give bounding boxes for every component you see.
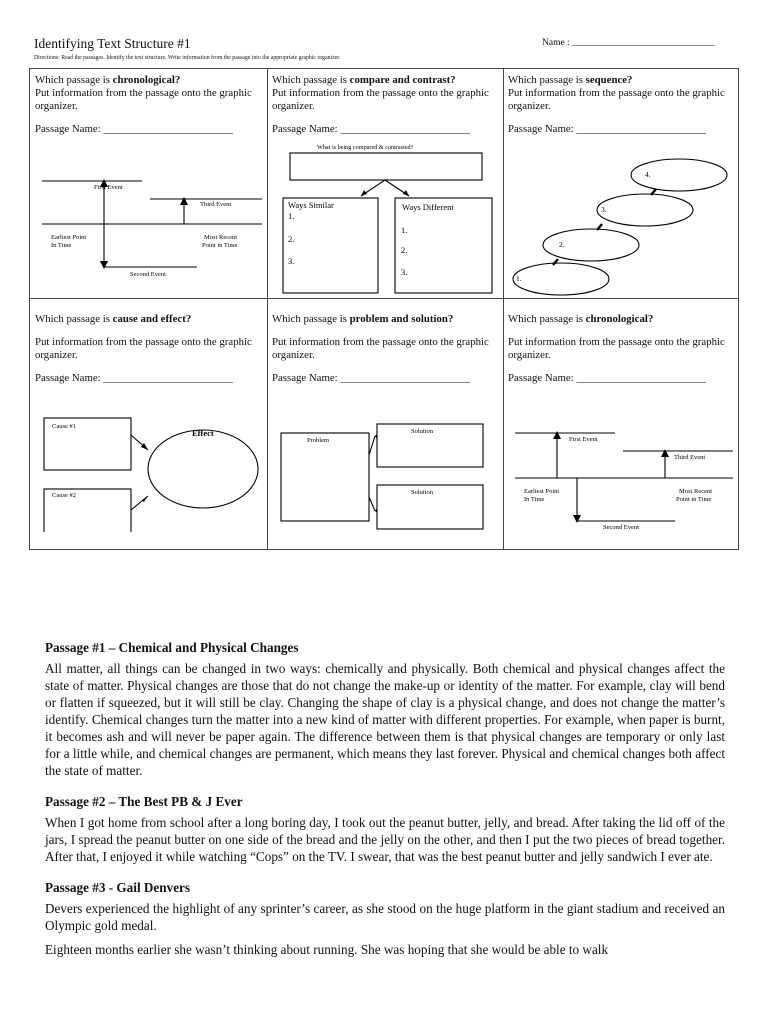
- cause-effect-organizer: [40, 414, 265, 532]
- svg-text:In Time: In Time: [51, 242, 72, 249]
- worksheet-title: Identifying Text Structure #1: [34, 36, 191, 51]
- svg-text:In Time: In Time: [524, 496, 545, 503]
- sequence-step-1: 1.: [516, 274, 522, 283]
- svg-text:Point in Time: Point in Time: [202, 242, 238, 249]
- svg-text:2.: 2.: [288, 234, 295, 244]
- earliest-label: Earliest Point: [51, 234, 87, 241]
- timeline-organizer-1: [42, 169, 267, 279]
- svg-text:Third Event: Third Event: [674, 454, 706, 461]
- cell-cause-effect: Which passage is cause and effect? Put information from the passage onto the graphic organizer. Passage Name: ________________________: [35, 313, 263, 385]
- svg-text:Second Event: Second Event: [603, 524, 639, 531]
- directions-text: Directions: Read the passages. Identify the text structure. Write information from the passage into the appropriate graphic organizer.: [34, 55, 341, 61]
- recent-label: Most Recent: [204, 234, 238, 241]
- sequence-organizer: [506, 155, 738, 300]
- cause-1-label: Cause #1: [52, 423, 77, 430]
- passage-2-text: When I got home from school after a long boring day, I took out the peanut butter, jelly, and bread. After taking the lid off of the jars, I spread the peanut butter on one side of the bread and the jelly on the other, and then I put the two pieces of bread together. After that, I enjoyed it while watching “Cops” on the TV. I swear, that was the best peanut butter and jelly sandwich I ever ate.: [45, 815, 725, 864]
- cause-2-label: Cause #2: [52, 492, 77, 499]
- cell-instruction: Put information from the passage onto the graphic organizer.: [35, 87, 252, 112]
- passage-1-text: All matter, all things can be changed in two ways: chemically and physically. Both chemical and physical changes affect the state of matter. Physical changes are those that do not change the make-up or identity of the matter. For example, clay will bend or flatten if squeezed, but it will still be clay. Changing the shape of clay is a physical change, and does not change the matter’s identify. Chemical changes turn the matter into a new kind of matter with different properties. For example, when paper is burnt, it becomes ash and will never be paper again. The difference between them is that physical changes are temporary or only last for a little while, and chemical changes are permanent, which means they last forever. Physical and chemical changes both affect the state of matter.: [45, 661, 725, 778]
- first-event-label: First Event: [94, 184, 123, 191]
- third-event-label: Third Event: [200, 201, 232, 208]
- passages-section: [45, 639, 725, 972]
- svg-text:3.: 3.: [288, 256, 295, 266]
- svg-text:1.: 1.: [401, 225, 408, 235]
- passage-3-text-2: Eighteen months earlier she wasn’t thinking about running. She was hoping that she would be able to walk: [45, 942, 609, 957]
- cell-problem-solution: Which passage is problem and solution? Put information from the passage onto the graphic organizer. Passage Name: ________________________: [272, 313, 500, 385]
- passage-2-heading: Passage #2 – The Best PB & J Ever: [45, 794, 243, 809]
- svg-text:First Event: First Event: [569, 436, 598, 443]
- cell-sequence: Which passage is sequence? Put information from the passage onto the graphic organizer. Passage Name: ________________________: [508, 74, 736, 136]
- cell-chronological-1: [35, 74, 263, 136]
- solution-label-2: Solution: [411, 489, 434, 496]
- passage-3-text-1: Devers experienced the highlight of any sprinter’s career, as she stood on the huge platform in the giant stadium and received an Olympic gold medal.: [45, 901, 725, 933]
- ways-different-label: Ways Different: [402, 202, 454, 212]
- problem-solution-organizer: [277, 419, 487, 534]
- sequence-step-2: 2.: [559, 240, 565, 249]
- solution-label-1: Solution: [411, 428, 434, 435]
- name-field[interactable]: Name : ______________________________: [542, 38, 715, 48]
- problem-label: Problem: [307, 437, 330, 444]
- compare-organizer: [275, 141, 500, 296]
- passage-name-field[interactable]: Passage Name: ________________________: [508, 372, 706, 384]
- compare-header-label: What is being compared & contrasted?: [317, 144, 414, 151]
- cell-compare-contrast: Which passage is compare and contrast? Put information from the passage onto the graphic organizer. Passage Name: ________________________: [272, 74, 500, 136]
- timeline-organizer-2: [515, 425, 740, 537]
- svg-text:Earliest Point: Earliest Point: [524, 488, 560, 495]
- svg-text:1.: 1.: [288, 211, 295, 221]
- second-event-label: Second Event: [130, 271, 166, 278]
- passage-1-heading: Passage #1 – Chemical and Physical Changes: [45, 640, 299, 655]
- cell-question: Which passage is chronological?: [35, 74, 181, 86]
- passage-3-heading: Passage #3 - Gail Denvers: [45, 880, 191, 895]
- svg-text:Most Recent: Most Recent: [679, 488, 713, 495]
- ways-similar-label: Ways Similar: [288, 200, 334, 210]
- passage-name-field[interactable]: Passage Name: ________________________: [35, 372, 233, 384]
- cell-chronological-2: Which passage is chronological? Put information from the passage onto the graphic organizer. Passage Name: ________________________: [508, 313, 736, 385]
- passage-name-field[interactable]: Passage Name: ________________________: [272, 123, 470, 135]
- passage-name-field[interactable]: Passage Name: ________________________: [35, 123, 233, 135]
- svg-text:Point in Time: Point in Time: [676, 496, 712, 503]
- passage-name-field[interactable]: Passage Name: ________________________: [508, 123, 706, 135]
- svg-text:3.: 3.: [401, 267, 408, 277]
- passage-name-field[interactable]: Passage Name: ________________________: [272, 372, 470, 384]
- svg-text:2.: 2.: [401, 245, 408, 255]
- sequence-step-3: 3.: [601, 205, 607, 214]
- effect-label: Effect: [192, 428, 214, 438]
- organizer-grid: [29, 68, 739, 550]
- sequence-step-4: 4.: [645, 170, 651, 179]
